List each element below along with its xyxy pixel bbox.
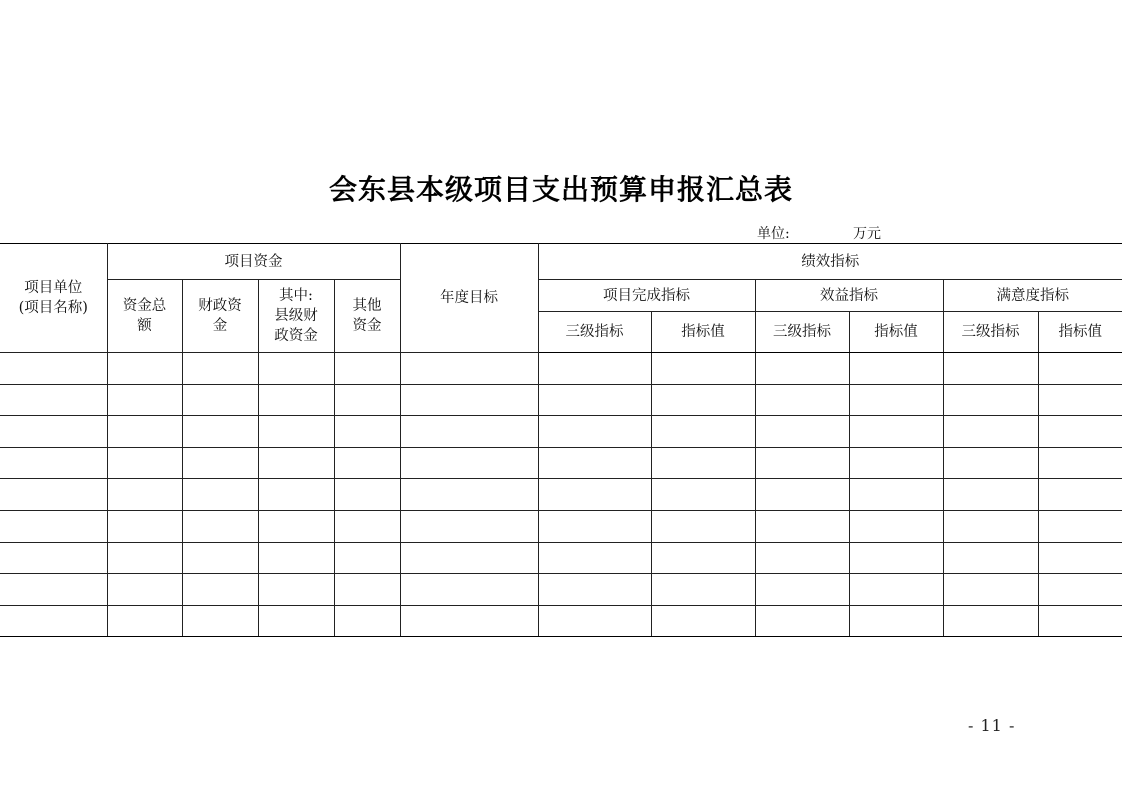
table-cell bbox=[651, 447, 755, 479]
table-cell bbox=[400, 510, 538, 542]
header-benefit-value: 指标值 bbox=[849, 312, 943, 353]
table-cell bbox=[755, 447, 849, 479]
header-funds-fiscal: 财政资 金 bbox=[182, 280, 258, 353]
table-cell bbox=[943, 605, 1038, 637]
header-annual-goal: 年度目标 bbox=[400, 244, 538, 353]
table-cell bbox=[651, 542, 755, 574]
table-cell bbox=[538, 416, 651, 448]
table-cell bbox=[182, 510, 258, 542]
table-cell bbox=[943, 479, 1038, 511]
table-cell bbox=[258, 542, 334, 574]
table-cell bbox=[755, 574, 849, 606]
table-cell bbox=[849, 353, 943, 385]
table-row bbox=[0, 542, 1122, 574]
table-row bbox=[0, 479, 1122, 511]
table-cell bbox=[943, 353, 1038, 385]
table-cell bbox=[538, 353, 651, 385]
table-cell bbox=[849, 479, 943, 511]
table-cell bbox=[0, 384, 107, 416]
table-cell bbox=[258, 447, 334, 479]
document-title: 会东县本级项目支出预算申报汇总表 bbox=[328, 173, 793, 206]
table-cell bbox=[0, 416, 107, 448]
table-cell bbox=[0, 447, 107, 479]
header-performance-indicators: 绩效指标 bbox=[538, 244, 1122, 280]
table-cell bbox=[334, 384, 400, 416]
table-cell bbox=[538, 479, 651, 511]
header-satisfaction-level3: 三级指标 bbox=[943, 312, 1038, 353]
table-cell bbox=[258, 384, 334, 416]
table-cell bbox=[334, 353, 400, 385]
table-cell bbox=[943, 384, 1038, 416]
table-cell bbox=[755, 510, 849, 542]
header-satisfaction-value: 指标值 bbox=[1038, 312, 1122, 353]
table-cell bbox=[651, 479, 755, 511]
table-cell bbox=[755, 353, 849, 385]
table-cell bbox=[1038, 479, 1122, 511]
table-cell bbox=[755, 542, 849, 574]
table-cell bbox=[107, 384, 182, 416]
table-cell bbox=[538, 574, 651, 606]
table-cell bbox=[107, 542, 182, 574]
table-cell bbox=[651, 574, 755, 606]
table-cell bbox=[1038, 447, 1122, 479]
data-rows bbox=[0, 353, 1122, 637]
table-cell bbox=[538, 510, 651, 542]
table-cell bbox=[651, 353, 755, 385]
table-cell bbox=[1038, 353, 1122, 385]
table-row bbox=[0, 447, 1122, 479]
table-cell bbox=[538, 447, 651, 479]
table-cell bbox=[755, 479, 849, 511]
table-cell bbox=[258, 605, 334, 637]
table-cell bbox=[258, 510, 334, 542]
table-row bbox=[0, 416, 1122, 448]
table-cell bbox=[755, 605, 849, 637]
table-cell bbox=[0, 479, 107, 511]
table-cell bbox=[651, 384, 755, 416]
table-row bbox=[0, 605, 1122, 637]
table-cell bbox=[258, 416, 334, 448]
table-cell bbox=[400, 384, 538, 416]
table-cell bbox=[1038, 384, 1122, 416]
header-benefit-indicators: 效益指标 bbox=[755, 280, 943, 312]
table-cell bbox=[400, 447, 538, 479]
page-number: - 11 - bbox=[968, 716, 1016, 735]
table-cell bbox=[538, 384, 651, 416]
table-cell bbox=[0, 353, 107, 385]
table-cell bbox=[107, 574, 182, 606]
table-cell bbox=[849, 447, 943, 479]
table-cell bbox=[334, 542, 400, 574]
unit-label: 单位: bbox=[757, 226, 790, 242]
header-funds-other: 其他 资金 bbox=[334, 280, 400, 353]
table-cell bbox=[0, 574, 107, 606]
unit-line bbox=[757, 223, 881, 243]
table-row bbox=[0, 510, 1122, 542]
header-completion-level3: 三级指标 bbox=[538, 312, 651, 353]
table-cell bbox=[400, 542, 538, 574]
table-cell bbox=[258, 574, 334, 606]
table-cell bbox=[0, 542, 107, 574]
unit-value: 万元 bbox=[853, 226, 881, 242]
table-cell bbox=[107, 510, 182, 542]
table-cell bbox=[334, 479, 400, 511]
table-cell bbox=[182, 416, 258, 448]
table-cell bbox=[0, 510, 107, 542]
header-satisfaction-indicators: 满意度指标 bbox=[943, 280, 1122, 312]
table-cell bbox=[849, 510, 943, 542]
table-cell bbox=[182, 384, 258, 416]
table-cell bbox=[334, 447, 400, 479]
table-cell bbox=[400, 605, 538, 637]
table-cell bbox=[538, 605, 651, 637]
table-cell bbox=[258, 479, 334, 511]
table-cell bbox=[651, 605, 755, 637]
table-cell bbox=[334, 416, 400, 448]
table-cell bbox=[1038, 574, 1122, 606]
table-cell bbox=[400, 353, 538, 385]
table-cell bbox=[182, 605, 258, 637]
table-row bbox=[0, 384, 1122, 416]
table-row bbox=[0, 574, 1122, 606]
table-row bbox=[0, 353, 1122, 385]
table-cell bbox=[400, 416, 538, 448]
table-cell bbox=[755, 384, 849, 416]
table-cell bbox=[943, 574, 1038, 606]
table-cell bbox=[107, 353, 182, 385]
header-completion-value: 指标值 bbox=[651, 312, 755, 353]
table-cell bbox=[849, 384, 943, 416]
table-cell bbox=[400, 574, 538, 606]
table-cell bbox=[182, 542, 258, 574]
table-cell bbox=[849, 574, 943, 606]
header-row-1 bbox=[0, 244, 1122, 280]
budget-summary-table bbox=[0, 243, 1122, 637]
table-cell bbox=[538, 542, 651, 574]
table-cell bbox=[107, 416, 182, 448]
table-cell bbox=[849, 416, 943, 448]
table-cell bbox=[651, 510, 755, 542]
table-cell bbox=[755, 416, 849, 448]
table-cell bbox=[1038, 605, 1122, 637]
table-cell bbox=[107, 479, 182, 511]
table-cell bbox=[400, 479, 538, 511]
header-row-2 bbox=[0, 280, 1122, 312]
header-completion-indicators: 项目完成指标 bbox=[538, 280, 755, 312]
table-cell bbox=[849, 605, 943, 637]
table-cell bbox=[258, 353, 334, 385]
table-cell bbox=[182, 447, 258, 479]
table-cell bbox=[1038, 416, 1122, 448]
table-cell bbox=[334, 605, 400, 637]
table-cell bbox=[182, 574, 258, 606]
table-cell bbox=[943, 416, 1038, 448]
table-cell bbox=[0, 605, 107, 637]
table-cell bbox=[107, 605, 182, 637]
header-funds-county: 其中: 县级财 政资金 bbox=[258, 280, 334, 353]
table-cell bbox=[651, 416, 755, 448]
table-cell bbox=[943, 510, 1038, 542]
table-cell bbox=[1038, 510, 1122, 542]
table-cell bbox=[334, 574, 400, 606]
table-cell bbox=[943, 542, 1038, 574]
header-project-unit: 项目单位 (项目名称) bbox=[0, 244, 107, 353]
header-benefit-level3: 三级指标 bbox=[755, 312, 849, 353]
table-cell bbox=[107, 447, 182, 479]
table-cell bbox=[943, 447, 1038, 479]
table-cell bbox=[182, 479, 258, 511]
table-cell bbox=[849, 542, 943, 574]
table-cell bbox=[334, 510, 400, 542]
header-funds-total: 资金总 额 bbox=[107, 280, 182, 353]
table-cell bbox=[1038, 542, 1122, 574]
header-project-funds: 项目资金 bbox=[107, 244, 400, 280]
table-cell bbox=[182, 353, 258, 385]
